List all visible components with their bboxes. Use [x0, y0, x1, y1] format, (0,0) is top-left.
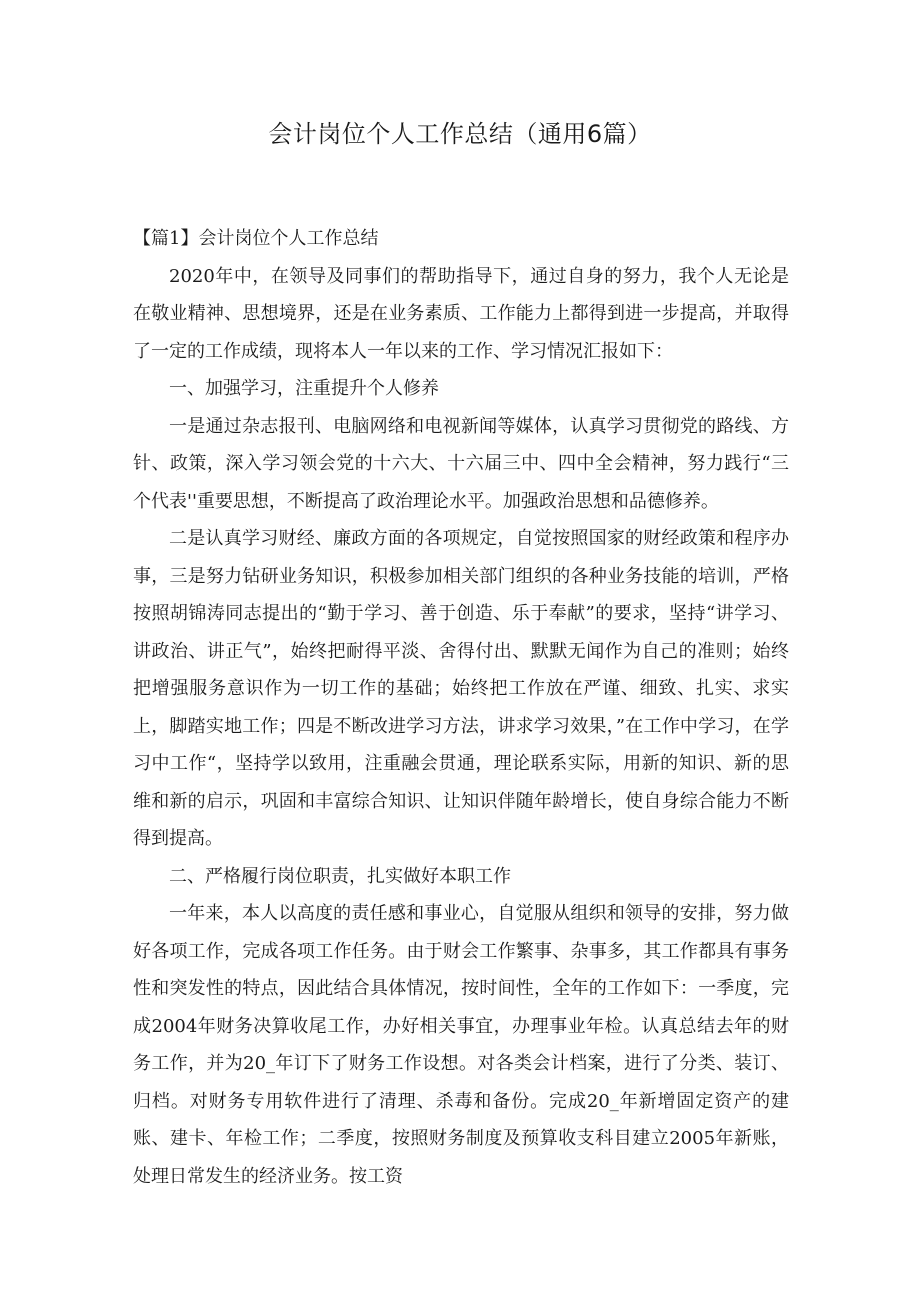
heading-duties: 二、严格履行岗位职责，扎实做好本职工作 [169, 865, 511, 887]
document-title: 会计岗位个人工作总结（通用6篇） [268, 120, 652, 148]
heading-learning: 一、加强学习，注重提升个人修养 [169, 378, 439, 399]
document-body [133, 220, 789, 1195]
paragraph-intro: 2020年中，在领导及同事们的帮助指导下，通过自身的努力，我个人无论是在敬业精神、思想境界，还是在业务素质、工作能力上都得到进一步提高，并取得了一定的工作成绩，现将本人一年以来的工作、学习情况汇报如下： [133, 265, 789, 362]
paragraph-learning-1: 一是通过杂志报刊、电脑网络和电视新闻等媒体，认真学习贯彻党的路线、方针、政策，深入学习领会党的十六大、十六届三中、四中全会精神，努力践行“三个代表''重要思想，不断提高了政治理论水平。加强政治思想和品德修养。 [133, 415, 789, 512]
paragraph-learning-2: 二是认真学习财经、廉政方面的各项规定，自觉按照国家的财经政策和程序办事，三是努力钻研业务知识，积极参加相关部门组织的各种业务技能的培训，严格按照胡锦涛同志提出的“勤于学习、善于创造、乐于奉献”的要求，坚持“讲学习、讲政治、讲正气”，始终把耐得平淡、舍得付出、默默无闻作为自己的准则；始终把增强服务意识作为一切工作的基础；始终把工作放在严谨、细致、扎实、求实上，脚踏实地工作；四是不断改进学习方法，讲求学习效果，”在工作中学习，在学习中工作“，坚持学以致用，注重融会贯通，理论联系实际，用新的知识、新的思维和新的启示，巩固和丰富综合知识、让知识伴随年龄增长，使自身综合能力不断得到提高。 [133, 528, 789, 849]
section-label: 【篇1】会计岗位个人工作总结 [133, 228, 379, 249]
paragraph-duties: 一年来，本人以高度的责任感和事业心，自觉服从组织和领导的安排，努力做好各项工作，完成各项工作任务。由于财会工作繁事、杂事多，其工作都具有事务性和突发性的特点，因此结合具体情况，按时间性，全年的工作如下：一季度，完成2004年财务决算收尾工作，办好相关事宜，办理事业年检。认真总结去年的财务工作，并为20_年订下了财务工作设想。对各类会计档案，进行了分类、装订、归档。对财务专用软件进行了清理、杀毒和备份。完成20_年新增固定资产的建账、建卡、年检工作；二季度，按照财务制度及预算收支科目建立2005年新账，处理日常发生的经济业务。按工资 [133, 903, 789, 1187]
